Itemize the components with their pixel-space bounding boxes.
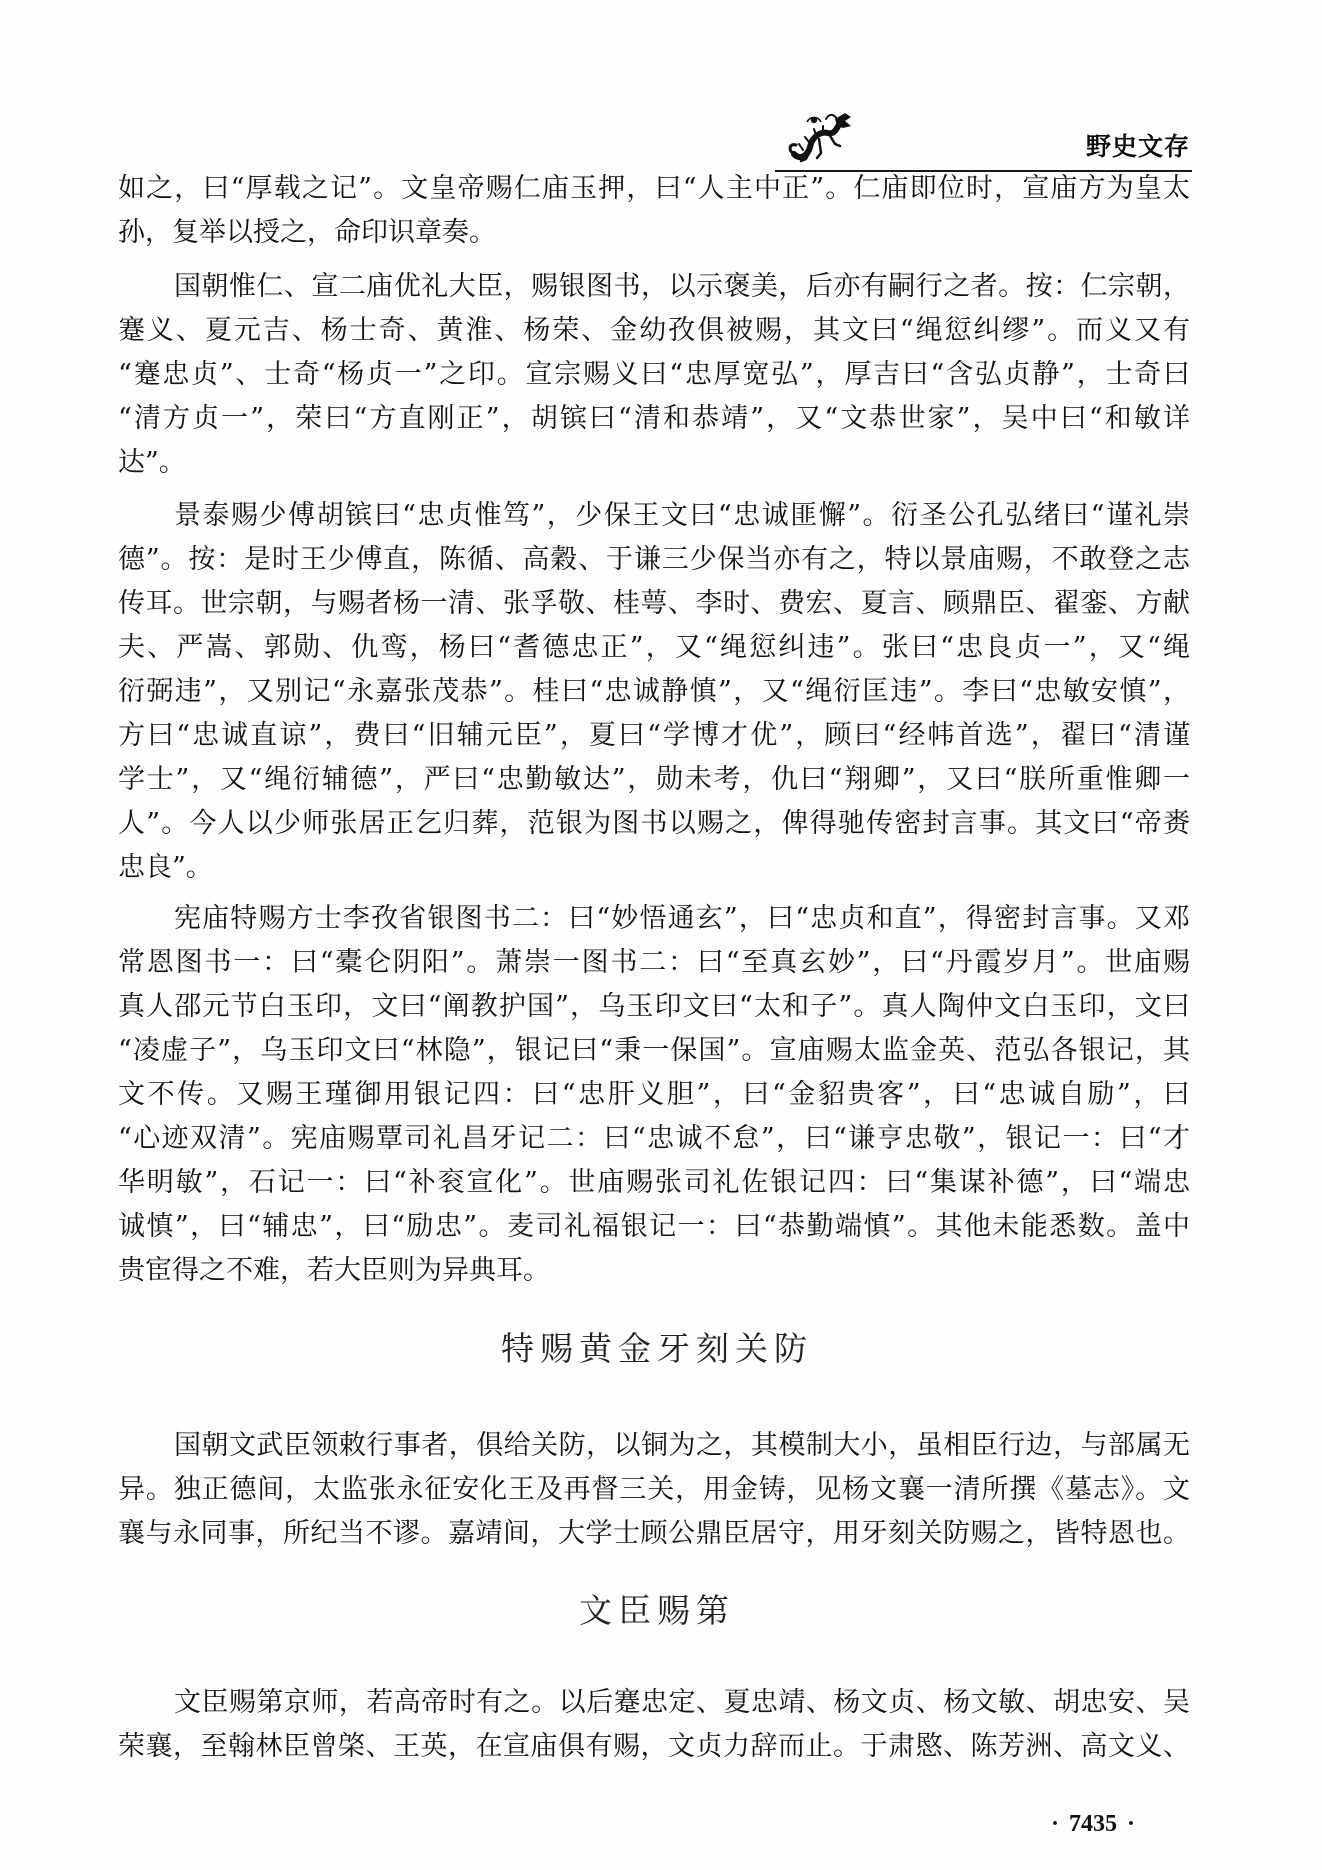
text-line: 如之，曰“厚载之记”。文皇帝赐仁庙玉押，曰“人主中正”。仁庙即位时，宣庙方为皇太 <box>118 173 1190 204</box>
text-line: 蹇义、夏元吉、杨士奇、黄淮、杨荣、金幼孜俱被赐，其文曰“绳愆纠缪”。而义又有 <box>118 315 1190 346</box>
text-line: 景泰赐少傅胡镔曰“忠贞惟笃”，少保王文曰“忠诚匪懈”。衍圣公孔弘绪曰“谨礼崇 <box>174 500 1190 531</box>
text-line: 贵宦得之不难，若大臣则为异典耳。 <box>118 1255 550 1286</box>
section-heading: 文臣赐第 <box>579 1591 735 1630</box>
text-line: 国朝惟仁、宣二庙优礼大臣，赐银图书，以示褒美，后亦有嗣行之者。按：仁宗朝， <box>174 271 1190 302</box>
paragraph <box>118 265 1190 485</box>
series-title: 野史文存 <box>1085 132 1190 161</box>
paragraph <box>118 1681 1190 1769</box>
text-line: “清方贞一”，荣曰“方直刚正”，胡镔曰“清和恭靖”，又“文恭世家”，吴中曰“和敏详 <box>118 403 1190 434</box>
text-line: 人”。今人以少师张居正乞归葬，范银为图书以赐之，俾得驰传密封言事。其文曰“帝赉 <box>118 808 1190 839</box>
text-line: 文不传。又赐王瑾御用银记四：曰“忠肝义胆”，曰“金貂贵客”，曰“忠诚自励”，曰 <box>118 1079 1190 1110</box>
text-line: 荣襄，至翰林臣曾棨、王英，在宣庙俱有赐，文贞力辞而止。于肃愍、陈芳洲、高文义、 <box>118 1731 1190 1762</box>
text-line: 忠良”。 <box>118 852 213 883</box>
paragraph <box>118 1424 1190 1556</box>
section-heading: 特赐黄金牙刻关防 <box>501 1329 813 1368</box>
text-line: 异。独正德间，太监张永征安化王及再督三关，用金铸，见杨文襄一清所撰《墓志》。文 <box>118 1474 1190 1505</box>
text-line: “心迹双清”。宪庙赐覃司礼昌牙记二：曰“忠诚不怠”，曰“谦亨忠敬”，银记一：曰“才 <box>118 1123 1190 1154</box>
text-line: 德”。按：是时王少傅直，陈循、高穀、于谦三少保当亦有之，特以景庙赐，不敢登之志 <box>118 544 1190 575</box>
text-line: 学士”，又“绳衍辅德”，严曰“忠勤敏达”，勋未考，仇曰“翔卿”，又曰“朕所重惟卿一 <box>118 764 1190 795</box>
text-line: 文臣赐第京师，若高帝时有之。以后蹇忠定、夏忠靖、杨文贞、杨文敏、胡忠安、吴 <box>174 1687 1190 1718</box>
text-line: 夫、严嵩、郭勋、仇鸾，杨曰“耆德忠正”，又“绳愆纠违”。张曰“忠良贞一”，又“绳 <box>118 632 1190 663</box>
text-line: 达”。 <box>118 447 186 478</box>
text-line: 孙，复举以授之，命印识章奏。 <box>118 217 496 248</box>
text-line: 襄与永同事，所纪当不谬。嘉靖间，大学士顾公鼎臣居守，用牙刻关防赐之，皆特恩也。 <box>118 1518 1190 1549</box>
text-line: 常恩图书一：曰“橐仑阴阳”。萧崇一图书二：曰“至真玄妙”，曰“丹霞岁月”。世庙赐 <box>118 947 1190 978</box>
text-line: “凌虚子”，乌玉印文曰“林隐”，银记曰“秉一保国”。宣庙赐太监金英、范弘各银记，其 <box>118 1035 1190 1066</box>
paragraph <box>118 167 1190 255</box>
text-line: 衍弼违”，又别记“永嘉张茂恭”。桂曰“忠诚静慎”，又“绳衍匡违”。李曰“忠敏安慎”， <box>118 676 1190 707</box>
text-line: “蹇忠贞”、士奇“杨贞一”之印。宣宗赐义曰“忠厚宽弘”，厚吉曰“含弘贞静”，士奇曰 <box>118 359 1190 390</box>
paragraph <box>118 897 1190 1293</box>
text-line: 方曰“忠诚直谅”，费曰“旧辅元臣”，夏曰“学博才优”，顾曰“经帏首选”，翟曰“清谨 <box>118 720 1190 751</box>
text-line: 华明敏”，石记一：曰“补衮宣化”。世庙赐张司礼佐银记四：曰“集谋补德”，曰“端忠 <box>118 1167 1190 1198</box>
text-line: 真人邵元节白玉印，文曰“阐教护国”，乌玉印文曰“太和子”。真人陶仲文白玉印，文曰 <box>118 991 1190 1022</box>
page-number: · 7435 · <box>1051 1810 1135 1838</box>
text-line: 宪庙特赐方士李孜省银图书二：曰“妙悟通玄”，曰“忠贞和直”，得密封言事。又邓 <box>174 903 1190 934</box>
paragraph <box>118 494 1190 890</box>
text-line: 国朝文武臣领敕行事者，俱给关防，以铜为之，其模制大小，虽相臣行边，与部属无 <box>174 1430 1190 1461</box>
dragon-emblem-icon <box>785 110 851 166</box>
text-line: 传耳。世宗朝，与赐者杨一清、张孚敬、桂萼、李时、费宏、夏言、顾鼎臣、翟銮、方献 <box>118 588 1190 619</box>
text-line: 诚慎”，曰“辅忠”，曰“励忠”。麦司礼福银记一：曰“恭勤端慎”。其他未能悉数。盖中 <box>118 1211 1190 1242</box>
